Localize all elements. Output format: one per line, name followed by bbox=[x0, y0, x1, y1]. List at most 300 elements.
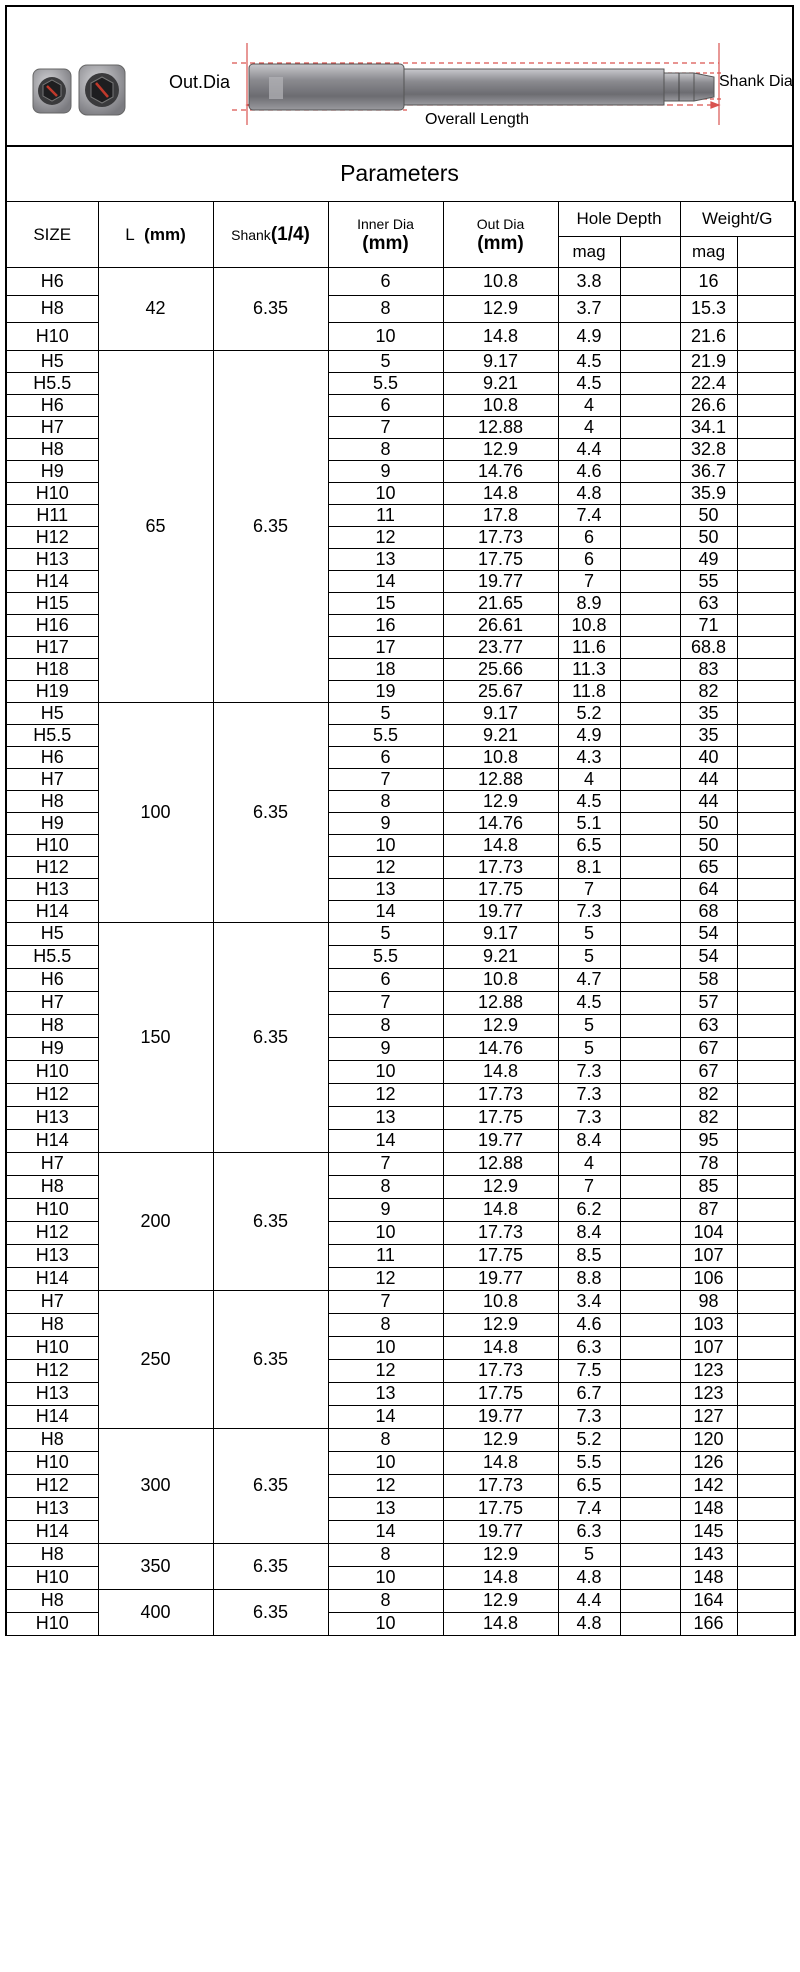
length-cell: 150 bbox=[98, 922, 213, 1152]
hole-depth-blank-cell bbox=[620, 1267, 680, 1290]
weight-blank-cell bbox=[737, 991, 795, 1014]
hole-depth-blank-cell bbox=[620, 1336, 680, 1359]
size-cell: H13 bbox=[6, 1497, 98, 1520]
weight-cell: 166 bbox=[680, 1612, 737, 1635]
hole-depth-cell: 6 bbox=[558, 548, 620, 570]
size-cell: H10 bbox=[6, 1060, 98, 1083]
hole-depth-blank-cell bbox=[620, 548, 680, 570]
weight-cell: 50 bbox=[680, 526, 737, 548]
hole-depth-blank-cell bbox=[620, 1083, 680, 1106]
weight-blank-cell bbox=[737, 1428, 795, 1451]
size-cell: H8 bbox=[6, 438, 98, 460]
size-cell: H19 bbox=[6, 680, 98, 702]
size-cell: H8 bbox=[6, 1014, 98, 1037]
hole-depth-cell: 7.3 bbox=[558, 1083, 620, 1106]
weight-blank-cell bbox=[737, 1152, 795, 1175]
hole-depth-cell: 4.5 bbox=[558, 350, 620, 372]
hole-depth-blank-cell bbox=[620, 945, 680, 968]
out-dia-cell: 17.8 bbox=[443, 504, 558, 526]
weight-cell: 107 bbox=[680, 1244, 737, 1267]
weight-cell: 22.4 bbox=[680, 372, 737, 394]
table-row bbox=[6, 922, 795, 945]
inner-dia-cell: 7 bbox=[328, 1152, 443, 1175]
out-dia-cell: 19.77 bbox=[443, 570, 558, 592]
weight-blank-cell bbox=[737, 680, 795, 702]
inner-dia-cell: 7 bbox=[328, 768, 443, 790]
hole-depth-cell: 5.2 bbox=[558, 1428, 620, 1451]
weight-cell: 21.9 bbox=[680, 350, 737, 372]
size-cell: H9 bbox=[6, 460, 98, 482]
hole-depth-blank-cell bbox=[620, 1152, 680, 1175]
inner-dia-cell: 8 bbox=[328, 790, 443, 812]
shank-cell: 6.35 bbox=[213, 1290, 328, 1428]
hole-depth-blank-cell bbox=[620, 438, 680, 460]
weight-cell: 164 bbox=[680, 1589, 737, 1612]
hole-depth-blank-cell bbox=[620, 878, 680, 900]
weight-cell: 123 bbox=[680, 1382, 737, 1405]
weight-blank-cell bbox=[737, 372, 795, 394]
hole-depth-cell: 4.5 bbox=[558, 991, 620, 1014]
hole-depth-blank-cell bbox=[620, 1014, 680, 1037]
out-dia-cell: 9.21 bbox=[443, 724, 558, 746]
out-dia-cell: 17.75 bbox=[443, 1106, 558, 1129]
inner-dia-cell: 13 bbox=[328, 1382, 443, 1405]
weight-blank-cell bbox=[737, 968, 795, 991]
inner-dia-cell: 8 bbox=[328, 1175, 443, 1198]
hole-depth-cell: 4 bbox=[558, 394, 620, 416]
out-dia-cell: 10.8 bbox=[443, 968, 558, 991]
weight-blank-cell bbox=[737, 702, 795, 724]
hole-depth-cell: 5.2 bbox=[558, 702, 620, 724]
out-dia-cell: 14.8 bbox=[443, 1566, 558, 1589]
size-cell: H5.5 bbox=[6, 724, 98, 746]
size-cell: H6 bbox=[6, 268, 98, 296]
size-cell: H12 bbox=[6, 1083, 98, 1106]
length-cell: 300 bbox=[98, 1428, 213, 1543]
table-row bbox=[6, 268, 795, 296]
weight-blank-cell bbox=[737, 1359, 795, 1382]
weight-blank-cell bbox=[737, 658, 795, 680]
size-cell: H12 bbox=[6, 1221, 98, 1244]
out-dia-cell: 12.9 bbox=[443, 1175, 558, 1198]
weight-cell: 44 bbox=[680, 790, 737, 812]
inner-dia-cell: 6 bbox=[328, 968, 443, 991]
size-cell: H12 bbox=[6, 526, 98, 548]
size-cell: H5.5 bbox=[6, 945, 98, 968]
hole-depth-cell: 6.5 bbox=[558, 834, 620, 856]
inner-dia-cell: 9 bbox=[328, 812, 443, 834]
size-cell: H8 bbox=[6, 1428, 98, 1451]
hole-depth-cell: 6.3 bbox=[558, 1336, 620, 1359]
size-cell: H12 bbox=[6, 1359, 98, 1382]
hole-depth-blank-cell bbox=[620, 1382, 680, 1405]
inner-dia-cell: 14 bbox=[328, 1520, 443, 1543]
size-cell: H5 bbox=[6, 922, 98, 945]
parameters-table bbox=[5, 201, 796, 1636]
weight-blank-cell bbox=[737, 548, 795, 570]
weight-blank-cell bbox=[737, 1106, 795, 1129]
inner-dia-cell: 5.5 bbox=[328, 724, 443, 746]
inner-dia-cell: 6 bbox=[328, 394, 443, 416]
size-cell: H12 bbox=[6, 1474, 98, 1497]
size-cell: H10 bbox=[6, 1198, 98, 1221]
weight-blank-cell bbox=[737, 1175, 795, 1198]
hole-depth-cell: 4 bbox=[558, 1152, 620, 1175]
weight-cell: 95 bbox=[680, 1129, 737, 1152]
inner-dia-cell: 10 bbox=[328, 1566, 443, 1589]
hole-depth-cell: 5 bbox=[558, 945, 620, 968]
size-cell: H16 bbox=[6, 614, 98, 636]
hole-depth-cell: 10.8 bbox=[558, 614, 620, 636]
weight-cell: 50 bbox=[680, 812, 737, 834]
size-cell: H13 bbox=[6, 1382, 98, 1405]
inner-dia-cell: 5 bbox=[328, 350, 443, 372]
col-header-size: SIZE bbox=[6, 202, 98, 268]
hole-depth-cell: 5 bbox=[558, 922, 620, 945]
hole-depth-cell: 3.7 bbox=[558, 295, 620, 323]
hole-depth-cell: 7.4 bbox=[558, 504, 620, 526]
inner-dia-cell: 12 bbox=[328, 1474, 443, 1497]
col-header-length: L (mm) bbox=[98, 202, 213, 268]
weight-blank-cell bbox=[737, 1037, 795, 1060]
col-header-shank: Shank(1/4) bbox=[213, 202, 328, 268]
weight-blank-cell bbox=[737, 504, 795, 526]
inner-dia-cell: 10 bbox=[328, 1336, 443, 1359]
inner-dia-cell: 10 bbox=[328, 323, 443, 351]
size-cell: H10 bbox=[6, 1612, 98, 1635]
out-dia-cell: 10.8 bbox=[443, 746, 558, 768]
hole-depth-blank-cell bbox=[620, 856, 680, 878]
hole-depth-cell: 4.8 bbox=[558, 482, 620, 504]
weight-cell: 54 bbox=[680, 945, 737, 968]
inner-dia-cell: 12 bbox=[328, 1359, 443, 1382]
inner-dia-cell: 9 bbox=[328, 1198, 443, 1221]
hole-depth-blank-cell bbox=[620, 1037, 680, 1060]
out-dia-cell: 14.8 bbox=[443, 834, 558, 856]
shank-dia-label: Shank Dia bbox=[719, 73, 793, 90]
hole-depth-cell: 4.6 bbox=[558, 460, 620, 482]
weight-cell: 120 bbox=[680, 1428, 737, 1451]
weight-blank-cell bbox=[737, 1267, 795, 1290]
out-dia-label: Out.Dia bbox=[169, 72, 231, 92]
weight-blank-cell bbox=[737, 323, 795, 351]
weight-cell: 32.8 bbox=[680, 438, 737, 460]
col-header-inner-dia: Inner Dia (mm) bbox=[328, 202, 443, 268]
hole-depth-cell: 8.4 bbox=[558, 1129, 620, 1152]
hole-depth-cell: 8.9 bbox=[558, 592, 620, 614]
hole-depth-blank-cell bbox=[620, 460, 680, 482]
weight-cell: 64 bbox=[680, 878, 737, 900]
weight-blank-cell bbox=[737, 1014, 795, 1037]
hole-depth-cell: 7.4 bbox=[558, 1497, 620, 1520]
weight-cell: 148 bbox=[680, 1497, 737, 1520]
hole-depth-blank-cell bbox=[620, 394, 680, 416]
hole-depth-cell: 7.3 bbox=[558, 1106, 620, 1129]
size-cell: H14 bbox=[6, 1520, 98, 1543]
shank-cell: 6.35 bbox=[213, 702, 328, 922]
size-cell: H8 bbox=[6, 1175, 98, 1198]
weight-blank-cell bbox=[737, 945, 795, 968]
inner-dia-cell: 12 bbox=[328, 856, 443, 878]
weight-blank-cell bbox=[737, 1382, 795, 1405]
inner-dia-cell: 13 bbox=[328, 1497, 443, 1520]
weight-blank-cell bbox=[737, 724, 795, 746]
inner-dia-cell: 11 bbox=[328, 1244, 443, 1267]
weight-cell: 26.6 bbox=[680, 394, 737, 416]
weight-blank-cell bbox=[737, 1129, 795, 1152]
weight-cell: 35 bbox=[680, 702, 737, 724]
weight-cell: 68 bbox=[680, 900, 737, 922]
inner-dia-cell: 8 bbox=[328, 1543, 443, 1566]
hole-depth-cell: 7 bbox=[558, 1175, 620, 1198]
weight-blank-cell bbox=[737, 1612, 795, 1635]
size-cell: H7 bbox=[6, 991, 98, 1014]
weight-cell: 126 bbox=[680, 1451, 737, 1474]
hole-depth-cell: 4.4 bbox=[558, 1589, 620, 1612]
weight-cell: 67 bbox=[680, 1060, 737, 1083]
weight-cell: 104 bbox=[680, 1221, 737, 1244]
hole-depth-blank-cell bbox=[620, 323, 680, 351]
size-cell: H8 bbox=[6, 1313, 98, 1336]
hole-depth-blank-cell bbox=[620, 372, 680, 394]
inner-dia-cell: 5 bbox=[328, 702, 443, 724]
col-header-out-dia: Out Dia (mm) bbox=[443, 202, 558, 268]
weight-blank-cell bbox=[737, 394, 795, 416]
out-dia-cell: 17.73 bbox=[443, 1221, 558, 1244]
out-dia-cell: 12.9 bbox=[443, 438, 558, 460]
out-dia-cell: 19.77 bbox=[443, 1267, 558, 1290]
hole-depth-cell: 11.3 bbox=[558, 658, 620, 680]
hole-depth-cell: 6.3 bbox=[558, 1520, 620, 1543]
length-cell: 400 bbox=[98, 1589, 213, 1635]
hole-depth-cell: 4.3 bbox=[558, 746, 620, 768]
hole-depth-cell: 4 bbox=[558, 768, 620, 790]
inner-dia-cell: 8 bbox=[328, 1428, 443, 1451]
weight-blank-cell bbox=[737, 1405, 795, 1428]
weight-blank-cell bbox=[737, 1198, 795, 1221]
inner-dia-cell: 8 bbox=[328, 1589, 443, 1612]
weight-blank-cell bbox=[737, 768, 795, 790]
weight-blank-cell bbox=[737, 295, 795, 323]
hole-depth-cell: 4.8 bbox=[558, 1612, 620, 1635]
weight-cell: 85 bbox=[680, 1175, 737, 1198]
hole-depth-cell: 5.1 bbox=[558, 812, 620, 834]
inner-dia-cell: 11 bbox=[328, 504, 443, 526]
length-cell: 250 bbox=[98, 1290, 213, 1428]
socket-end-view-icon bbox=[33, 65, 125, 115]
weight-blank-cell bbox=[737, 526, 795, 548]
out-dia-cell: 12.88 bbox=[443, 991, 558, 1014]
shank-cell: 6.35 bbox=[213, 1543, 328, 1589]
weight-blank-cell bbox=[737, 746, 795, 768]
size-cell: H14 bbox=[6, 570, 98, 592]
hole-depth-cell: 6 bbox=[558, 526, 620, 548]
hole-depth-blank-cell bbox=[620, 1497, 680, 1520]
weight-blank-cell bbox=[737, 1336, 795, 1359]
out-dia-cell: 10.8 bbox=[443, 1290, 558, 1313]
length-cell: 65 bbox=[98, 350, 213, 702]
hole-depth-blank-cell bbox=[620, 592, 680, 614]
out-dia-cell: 9.17 bbox=[443, 702, 558, 724]
hole-depth-cell: 8.1 bbox=[558, 856, 620, 878]
hole-depth-blank-cell bbox=[620, 416, 680, 438]
weight-blank-cell bbox=[737, 856, 795, 878]
weight-cell: 87 bbox=[680, 1198, 737, 1221]
out-dia-cell: 17.73 bbox=[443, 526, 558, 548]
table-row bbox=[6, 1152, 795, 1175]
hole-depth-cell: 5.5 bbox=[558, 1451, 620, 1474]
weight-blank-cell bbox=[737, 460, 795, 482]
out-dia-cell: 17.73 bbox=[443, 856, 558, 878]
hole-depth-cell: 4 bbox=[558, 416, 620, 438]
size-cell: H6 bbox=[6, 968, 98, 991]
out-dia-cell: 14.76 bbox=[443, 460, 558, 482]
weight-cell: 143 bbox=[680, 1543, 737, 1566]
hole-depth-sub-blank bbox=[620, 237, 680, 268]
hole-depth-blank-cell bbox=[620, 504, 680, 526]
inner-dia-cell: 8 bbox=[328, 1014, 443, 1037]
out-dia-cell: 10.8 bbox=[443, 394, 558, 416]
out-dia-cell: 9.21 bbox=[443, 372, 558, 394]
size-cell: H11 bbox=[6, 504, 98, 526]
weight-blank-cell bbox=[737, 614, 795, 636]
size-cell: H7 bbox=[6, 1290, 98, 1313]
inner-dia-cell: 7 bbox=[328, 991, 443, 1014]
hole-depth-blank-cell bbox=[620, 790, 680, 812]
out-dia-cell: 14.8 bbox=[443, 1451, 558, 1474]
hole-depth-blank-cell bbox=[620, 1543, 680, 1566]
size-cell: H14 bbox=[6, 1129, 98, 1152]
weight-cell: 68.8 bbox=[680, 636, 737, 658]
weight-cell: 44 bbox=[680, 768, 737, 790]
shank-cell: 6.35 bbox=[213, 268, 328, 351]
weight-cell: 49 bbox=[680, 548, 737, 570]
size-cell: H15 bbox=[6, 592, 98, 614]
product-diagram bbox=[5, 5, 794, 147]
table-row bbox=[6, 1589, 795, 1612]
size-cell: H5 bbox=[6, 350, 98, 372]
weight-cell: 55 bbox=[680, 570, 737, 592]
weight-blank-cell bbox=[737, 416, 795, 438]
length-cell: 42 bbox=[98, 268, 213, 351]
weight-cell: 103 bbox=[680, 1313, 737, 1336]
nut-setter-illustration bbox=[7, 7, 792, 145]
hole-depth-cell: 4.6 bbox=[558, 1313, 620, 1336]
hole-depth-sub-mag: mag bbox=[558, 237, 620, 268]
weight-blank-cell bbox=[737, 834, 795, 856]
hole-depth-blank-cell bbox=[620, 1129, 680, 1152]
weight-blank-cell bbox=[737, 570, 795, 592]
hole-depth-cell: 7 bbox=[558, 878, 620, 900]
weight-cell: 63 bbox=[680, 1014, 737, 1037]
weight-blank-cell bbox=[737, 790, 795, 812]
hole-depth-cell: 4.9 bbox=[558, 323, 620, 351]
size-cell: H10 bbox=[6, 834, 98, 856]
size-cell: H14 bbox=[6, 1267, 98, 1290]
out-dia-cell: 25.67 bbox=[443, 680, 558, 702]
inner-dia-cell: 14 bbox=[328, 900, 443, 922]
weight-blank-cell bbox=[737, 636, 795, 658]
hole-depth-blank-cell bbox=[620, 680, 680, 702]
weight-blank-cell bbox=[737, 1497, 795, 1520]
weight-cell: 65 bbox=[680, 856, 737, 878]
inner-dia-cell: 6 bbox=[328, 268, 443, 296]
hole-depth-blank-cell bbox=[620, 1106, 680, 1129]
hole-depth-blank-cell bbox=[620, 991, 680, 1014]
weight-blank-cell bbox=[737, 438, 795, 460]
weight-cell: 67 bbox=[680, 1037, 737, 1060]
inner-dia-cell: 14 bbox=[328, 1129, 443, 1152]
weight-cell: 98 bbox=[680, 1290, 737, 1313]
weight-blank-cell bbox=[737, 878, 795, 900]
hole-depth-cell: 6.7 bbox=[558, 1382, 620, 1405]
hole-depth-blank-cell bbox=[620, 968, 680, 991]
hole-depth-blank-cell bbox=[620, 1520, 680, 1543]
weight-blank-cell bbox=[737, 900, 795, 922]
length-cell: 200 bbox=[98, 1152, 213, 1290]
size-cell: H8 bbox=[6, 790, 98, 812]
size-cell: H9 bbox=[6, 812, 98, 834]
hole-depth-cell: 4.9 bbox=[558, 724, 620, 746]
hole-depth-blank-cell bbox=[620, 1451, 680, 1474]
out-dia-cell: 17.75 bbox=[443, 878, 558, 900]
weight-blank-cell bbox=[737, 268, 795, 296]
nut-setter-body bbox=[249, 64, 714, 110]
hole-depth-cell: 4.8 bbox=[558, 1566, 620, 1589]
hole-depth-blank-cell bbox=[620, 570, 680, 592]
inner-dia-cell: 6 bbox=[328, 746, 443, 768]
out-dia-cell: 19.77 bbox=[443, 1405, 558, 1428]
weight-blank-cell bbox=[737, 482, 795, 504]
hole-depth-blank-cell bbox=[620, 614, 680, 636]
size-cell: H6 bbox=[6, 394, 98, 416]
out-dia-cell: 17.73 bbox=[443, 1474, 558, 1497]
hole-depth-blank-cell bbox=[620, 746, 680, 768]
out-dia-cell: 10.8 bbox=[443, 268, 558, 296]
out-dia-cell: 25.66 bbox=[443, 658, 558, 680]
hole-depth-blank-cell bbox=[620, 1474, 680, 1497]
weight-cell: 34.1 bbox=[680, 416, 737, 438]
weight-cell: 78 bbox=[680, 1152, 737, 1175]
weight-blank-cell bbox=[737, 1520, 795, 1543]
weight-cell: 145 bbox=[680, 1520, 737, 1543]
weight-blank-cell bbox=[737, 1313, 795, 1336]
size-cell: H13 bbox=[6, 878, 98, 900]
shank-cell: 6.35 bbox=[213, 1428, 328, 1543]
inner-dia-cell: 8 bbox=[328, 438, 443, 460]
weight-blank-cell bbox=[737, 1543, 795, 1566]
hole-depth-blank-cell bbox=[620, 1566, 680, 1589]
inner-dia-cell: 12 bbox=[328, 526, 443, 548]
weight-blank-cell bbox=[737, 1474, 795, 1497]
parameters-title: Parameters bbox=[5, 147, 794, 201]
hole-depth-cell: 6.2 bbox=[558, 1198, 620, 1221]
out-dia-cell: 17.73 bbox=[443, 1083, 558, 1106]
shank-cell: 6.35 bbox=[213, 350, 328, 702]
hole-depth-cell: 4.4 bbox=[558, 438, 620, 460]
weight-cell: 40 bbox=[680, 746, 737, 768]
hole-depth-cell: 7.5 bbox=[558, 1359, 620, 1382]
inner-dia-cell: 8 bbox=[328, 1313, 443, 1336]
inner-dia-cell: 14 bbox=[328, 1405, 443, 1428]
out-dia-cell: 21.65 bbox=[443, 592, 558, 614]
out-dia-cell: 17.73 bbox=[443, 1359, 558, 1382]
size-cell: H14 bbox=[6, 1405, 98, 1428]
hole-depth-cell: 7 bbox=[558, 570, 620, 592]
out-dia-cell: 17.75 bbox=[443, 548, 558, 570]
weight-blank-cell bbox=[737, 1451, 795, 1474]
weight-cell: 107 bbox=[680, 1336, 737, 1359]
